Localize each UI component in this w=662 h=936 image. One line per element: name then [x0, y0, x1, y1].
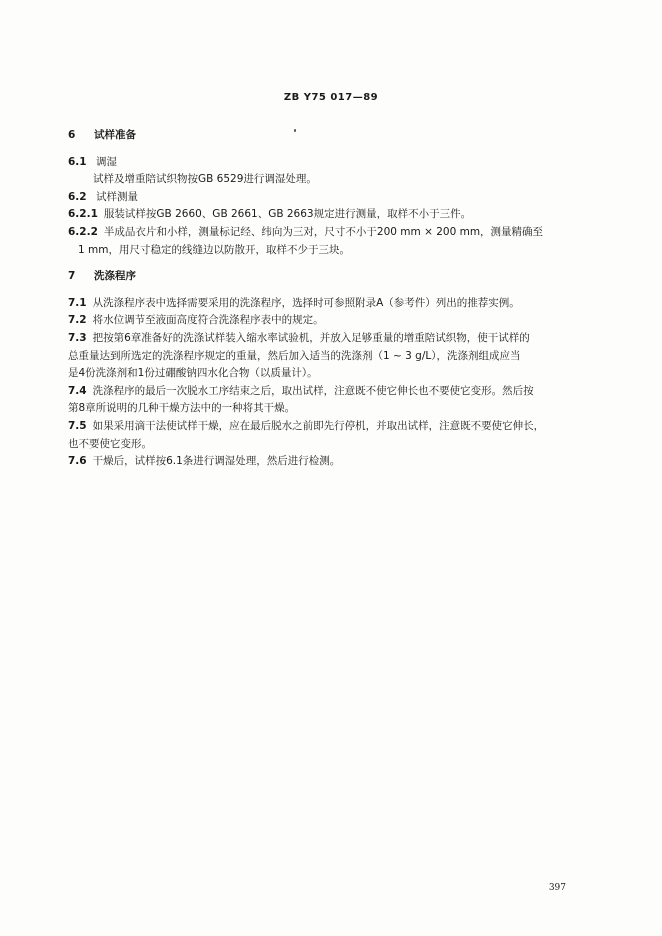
section-7-heading [68, 268, 604, 286]
section-6-1-text: 试样及增重陪试织物按GB 6529进行调湿处理。 [93, 173, 317, 186]
section-number: 7.5 [68, 419, 87, 432]
document-body [68, 127, 604, 471]
section-number: 7 [68, 270, 76, 283]
page-number: 397 [548, 883, 566, 893]
section-6-1-heading [68, 154, 604, 172]
section-number: 6.2 [68, 190, 87, 203]
section-number: 7.4 [68, 384, 87, 397]
section-7-3-line-2: 总重量达到所选定的洗涤程序规定的重量，然后加入适当的洗涤剂（1 ~ 3 g/L），洗涤剂组成应当 [68, 349, 521, 362]
paragraph-text: 半成品衣片和小样，测量标记经、纬向为三对，尺寸不小于200 mm × 200 mm，测量精确至 [103, 225, 544, 238]
section-7-3-line-3: 是4份洗涤剂和1份过硼酸钠四水化合物（以质量计）。 [68, 367, 318, 380]
paragraph-text: 洗涤程序的最后一次脱水工序结束之后，取出试样，注意既不使它伸长也不要使它变形。然后按 [92, 384, 534, 397]
standard-code-header: ZB Y75 017—89 [283, 92, 379, 103]
section-number: 7.6 [68, 455, 87, 468]
paragraph-text: 把按第6章准备好的洗涤试样装入缩水率试验机，并放入足够重量的增重陪试织物，使干试样的 [92, 331, 530, 344]
section-number: 6.1 [68, 155, 87, 168]
section-number: 7.1 [68, 296, 87, 309]
section-7-6-paragraph [68, 453, 604, 471]
paragraph-text: 如果采用滴干法使试样干燥，应在最后脱水之前即先行停机，并取出试样，注意既不要使它伸长， [92, 419, 545, 432]
paragraph-text: 将水位调节至液面高度符合洗涤程序表中的规定。 [92, 314, 324, 327]
section-7-2-paragraph [68, 312, 604, 330]
paragraph-text: 服装试样按GB 2660、GB 2661、GB 2663规定进行测量，取样不小于三件。 [103, 208, 472, 221]
section-6-2-2-line-2: 1 mm，用尺寸稳定的线缝边以防散开，取样不少于三块。 [78, 243, 350, 256]
section-number: 6 [68, 129, 76, 141]
section-title: 洗涤程序 [94, 270, 136, 283]
section-7-4-line-1 [68, 383, 604, 401]
section-6-heading [68, 127, 604, 145]
section-7-3-line-1 [68, 330, 604, 348]
section-6-2-1-paragraph [68, 206, 604, 224]
section-number: 7.2 [68, 314, 87, 327]
section-7-5-line-1 [68, 418, 604, 436]
section-number: 6.2.1 [68, 208, 98, 221]
section-7-1-paragraph [68, 295, 604, 313]
paragraph-text: 从洗涤程序表中选择需要采用的洗涤程序，选择时可参照附录A（参考件）列出的推荐实例。 [92, 296, 520, 309]
section-7-4-line-2: 第8章所说明的几种干燥方法中的一种将其干燥。 [68, 402, 296, 415]
section-title: 试样测量 [96, 190, 138, 203]
paragraph-text: 干燥后，试样按6.1条进行调湿处理，然后进行检测。 [92, 455, 341, 468]
section-6-2-heading [68, 189, 604, 207]
section-number: 7.3 [68, 331, 87, 344]
section-number: 6.2.2 [68, 225, 98, 238]
section-title: 试样准备 [94, 129, 136, 141]
section-7-5-line-2: 也不要使它变形。 [68, 437, 152, 450]
section-6-2-2-line-1 [68, 224, 604, 242]
section-title: 调湿 [96, 155, 117, 168]
